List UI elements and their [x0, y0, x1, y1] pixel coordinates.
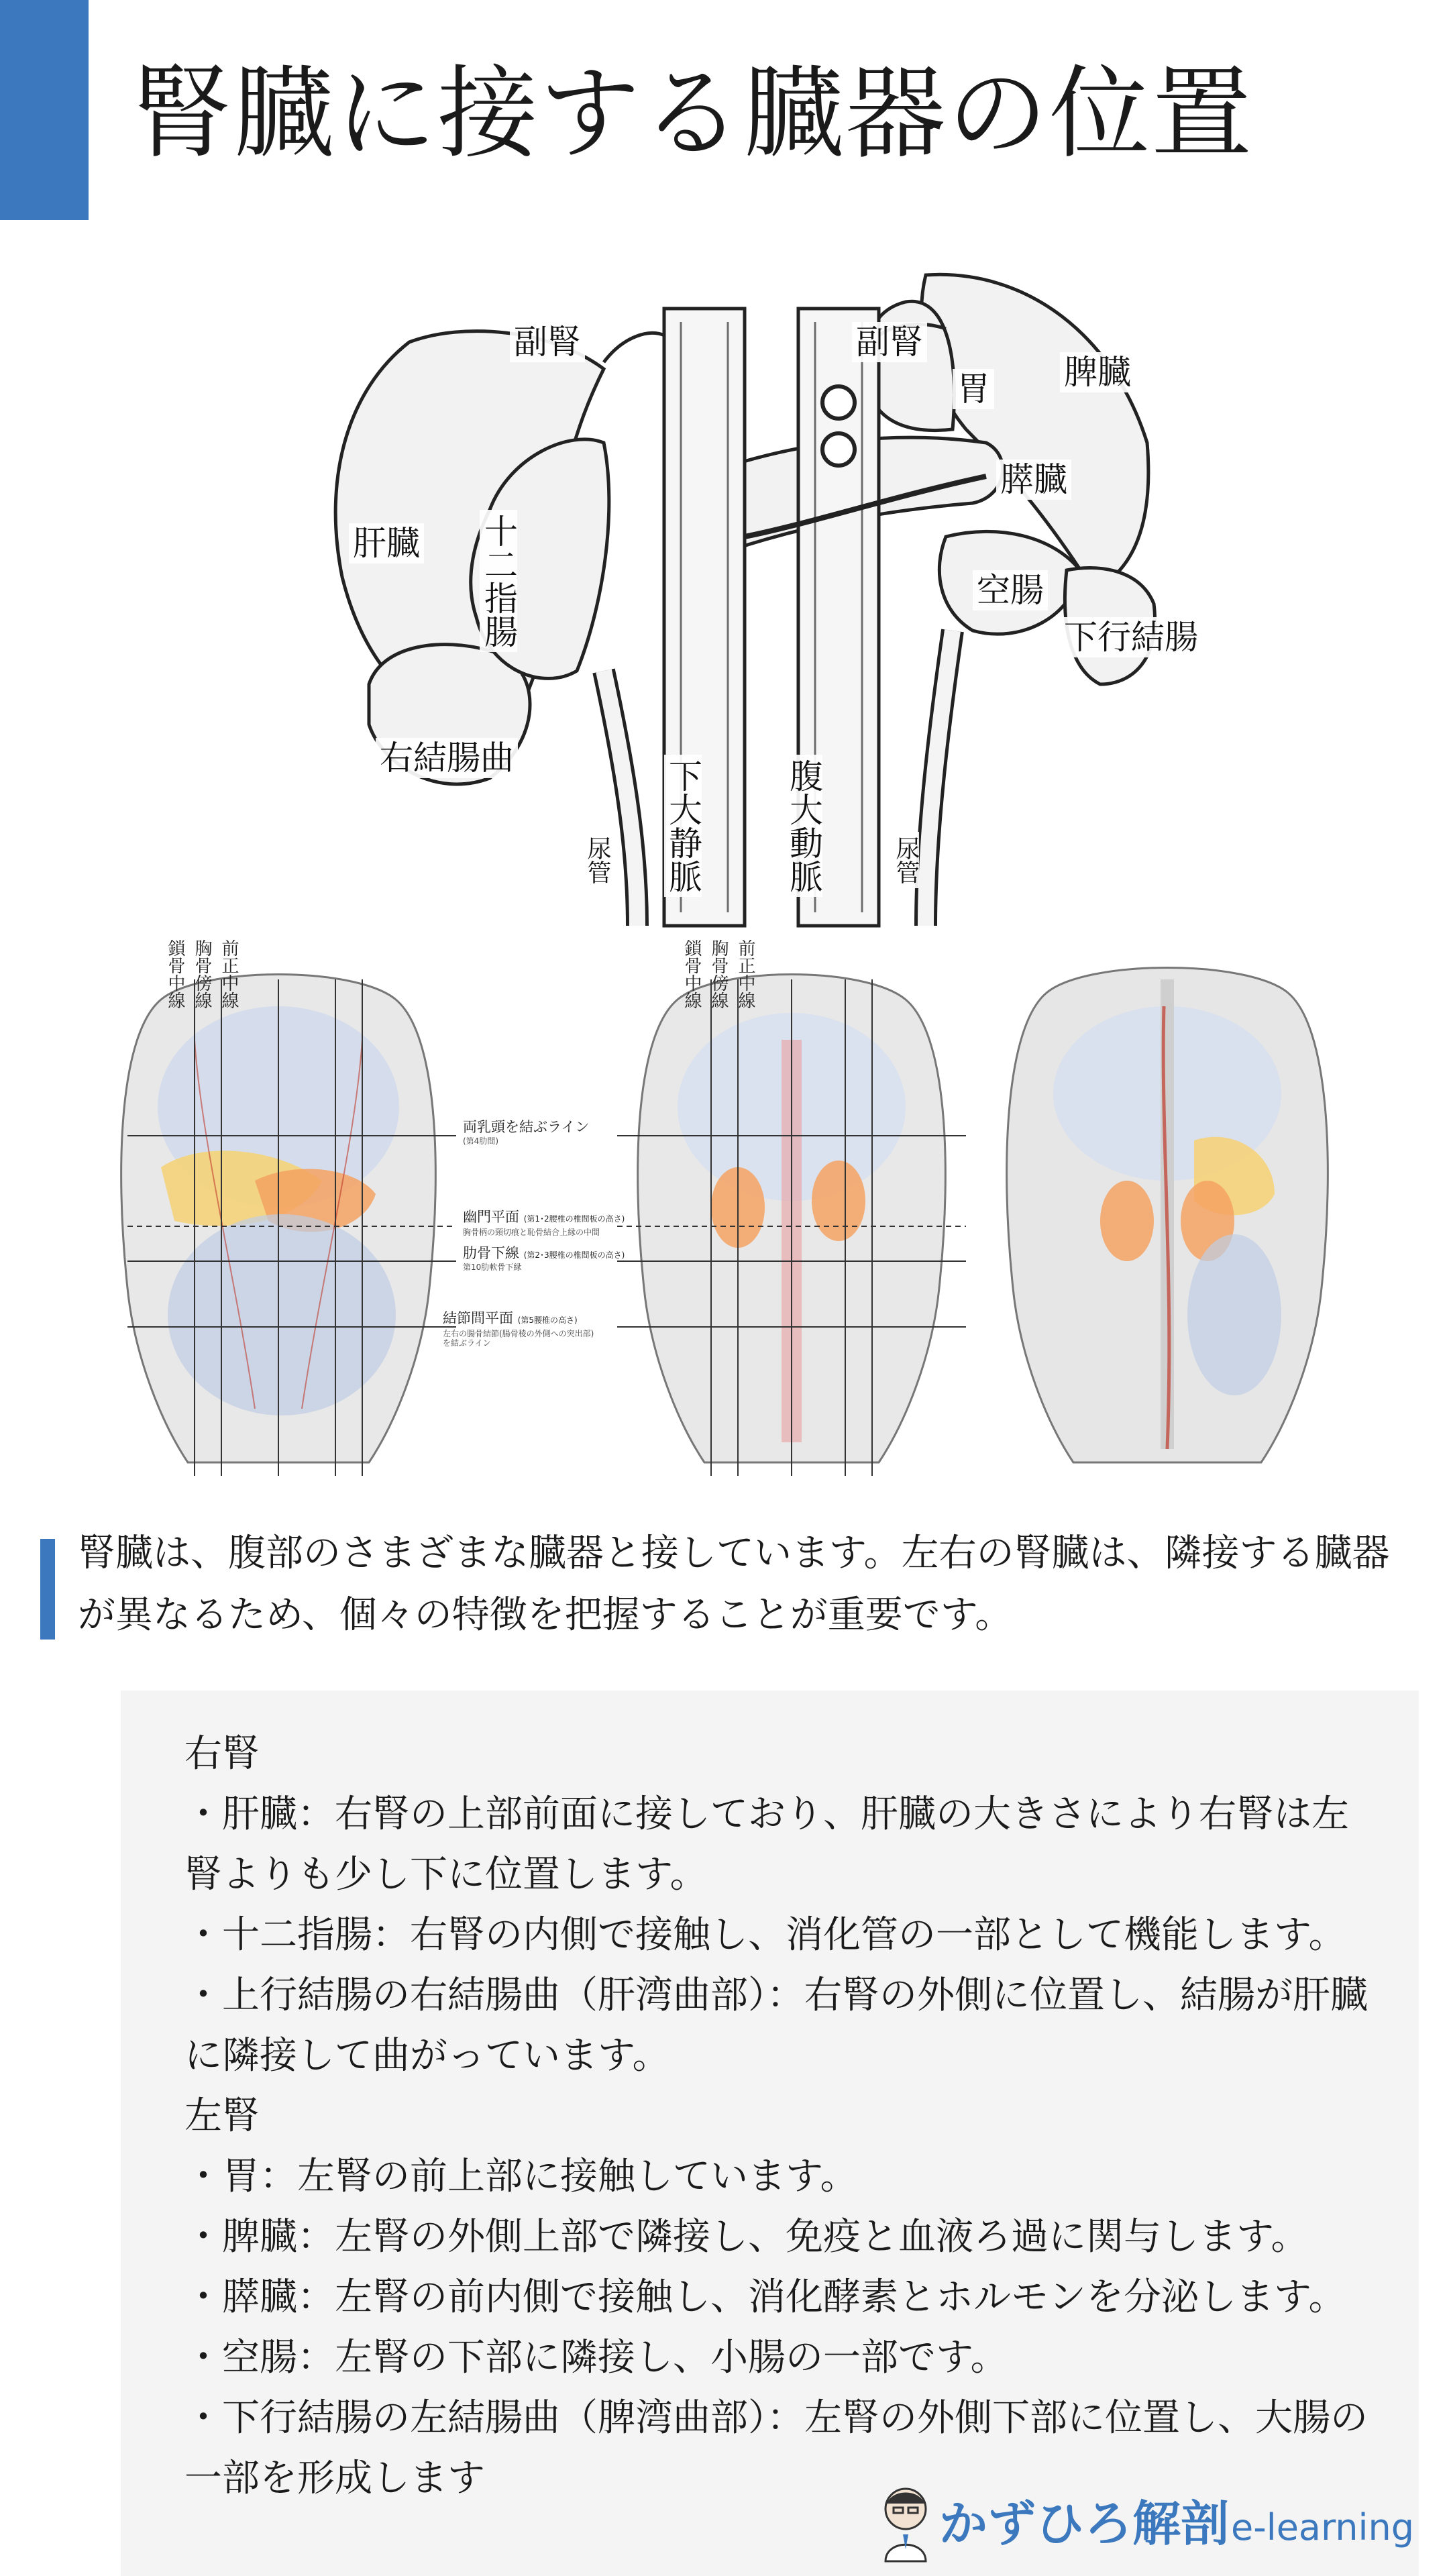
details-item-pancreas: ・膵臓：左腎の前内側で接触し、消化酵素とホルモンを分泌します。: [184, 2275, 1346, 2319]
label-descending-colon: 下行結腸: [1060, 617, 1202, 657]
subcostal-line-note: (第2･3腰椎の椎間板の高さ): [523, 1250, 625, 1260]
label-right-ureter: 尿管: [584, 832, 610, 888]
details-item-liver: ・肝臓：右腎の上部前面に接しており、肝臓の大きさにより右腎は左腎よりも少し下に位置します。: [184, 1792, 1349, 1896]
details-item-jejunum: ・空腸：左腎の下部に隣接し、小腸の一部です。: [184, 2336, 1008, 2379]
details-heading-left-kidney: 左腎: [184, 2094, 260, 2138]
label-spleen: 脾臓: [1060, 352, 1135, 392]
torso-front-organs-illustration: [101, 939, 456, 1476]
details-item-spleen: ・脾臓：左腎の外側上部で隣接し、免疫と血液ろ過に関与します。: [184, 2215, 1309, 2259]
label-left-adrenal: 副腎: [852, 322, 927, 362]
details-item-stomach: ・胃：左腎の前上部に接触しています。: [184, 2155, 858, 2198]
torso-back-view: [993, 939, 1342, 1476]
intertubercular-plane-title: 結節間平面: [443, 1310, 513, 1326]
intertubercular-plane-note: (第5腰椎の高さ): [517, 1316, 578, 1325]
details-list: [184, 1724, 1379, 2509]
label-aorta: 腹大動脈: [785, 755, 822, 897]
vline-label-midline: 前正中線: [219, 939, 239, 1009]
label-left-ureter: 尿管: [892, 832, 919, 888]
label-right-colic-flexure: 右結腸曲: [376, 738, 518, 778]
kidney-organ-figure: [288, 255, 1228, 932]
pyloric-plane-note: (第1･2腰椎の椎間板の高さ): [523, 1214, 625, 1224]
label-liver: 肝臓: [349, 523, 424, 564]
details-item-right-colic-flexure: ・上行結腸の右結腸曲（肝湾曲部）：右腎の外側に位置し、結腸が肝臓に隣接して曲がっています。: [184, 1974, 1368, 2078]
torso-back-illustration: [993, 939, 1342, 1476]
vline-label-midclavicular: 鎖骨中線: [165, 939, 185, 1009]
vline-label-midline-2: 前正中線: [735, 939, 755, 1009]
vline-label-parasternal: 胸骨傍線: [192, 939, 212, 1009]
pyloric-plane-title: 幽門平面: [463, 1209, 519, 1225]
torso-front-kidneys: [617, 939, 966, 1476]
nipple-line-sub: (第4肋間): [463, 1136, 498, 1146]
details-item-left-colic-flexure: ・下行結腸の左結腸曲（脾湾曲部）：左腎の外側下部に位置し、大腸の一部を形成します: [184, 2396, 1368, 2500]
brand-logo: [872, 2482, 1415, 2563]
details-box: [121, 1690, 1419, 2576]
subcostal-line-title: 肋骨下線: [463, 1245, 519, 1261]
torso-front-organs: [101, 939, 456, 1476]
vline-label-midclavicular-2: 鎖骨中線: [682, 939, 702, 1009]
details-item-duodenum: ・十二指腸：右腎の内側で接触し、消化管の一部として機能します。: [184, 1913, 1346, 1957]
pyloric-plane-label: [463, 1209, 625, 1227]
subcostal-line-sub: 第10肋軟骨下縁: [463, 1263, 522, 1272]
page-title: 腎臓に接する臓器の位置: [131, 56, 1254, 172]
subcostal-line-label: [463, 1245, 625, 1263]
title-accent-bar: [0, 0, 89, 220]
torso-front-kidneys-illustration: [617, 939, 966, 1476]
mascot-icon: [872, 2482, 939, 2563]
label-ivc: 下大静脈: [664, 755, 702, 897]
pyloric-plane-sub: 胸骨柄の頸切痕と恥骨結合上縁の中間: [463, 1228, 600, 1237]
nipple-line-label: 両乳頭を結ぶライン: [463, 1119, 590, 1135]
intertubercular-plane-label: [443, 1310, 578, 1328]
logo-sub: e-learning: [1231, 2506, 1415, 2548]
vline-label-parasternal-2: 胸骨傍線: [708, 939, 729, 1009]
label-jejunum: 空腸: [973, 570, 1048, 610]
details-heading-right-kidney: 右腎: [184, 1732, 260, 1776]
logo-name: かずひろ解剖: [939, 2496, 1230, 2552]
intro-text: 腎臓は、腹部のさまざまな臓器と接しています。左右の腎臓は、隣接する臓器が異なるため、個々の特徴を把握することが重要です。: [78, 1532, 1390, 1637]
label-duodenum: 十二指腸: [480, 510, 517, 652]
label-right-adrenal: 副腎: [510, 322, 585, 362]
torso-figures: [101, 939, 1342, 1476]
label-stomach: 胃: [953, 369, 994, 409]
intro-accent-bar: [40, 1539, 55, 1640]
label-pancreas: 膵臓: [996, 460, 1071, 500]
intertubercular-plane-sub: 左右の腸骨結節(腸骨稜の外側への突出部)を結ぶライン: [443, 1329, 594, 1348]
